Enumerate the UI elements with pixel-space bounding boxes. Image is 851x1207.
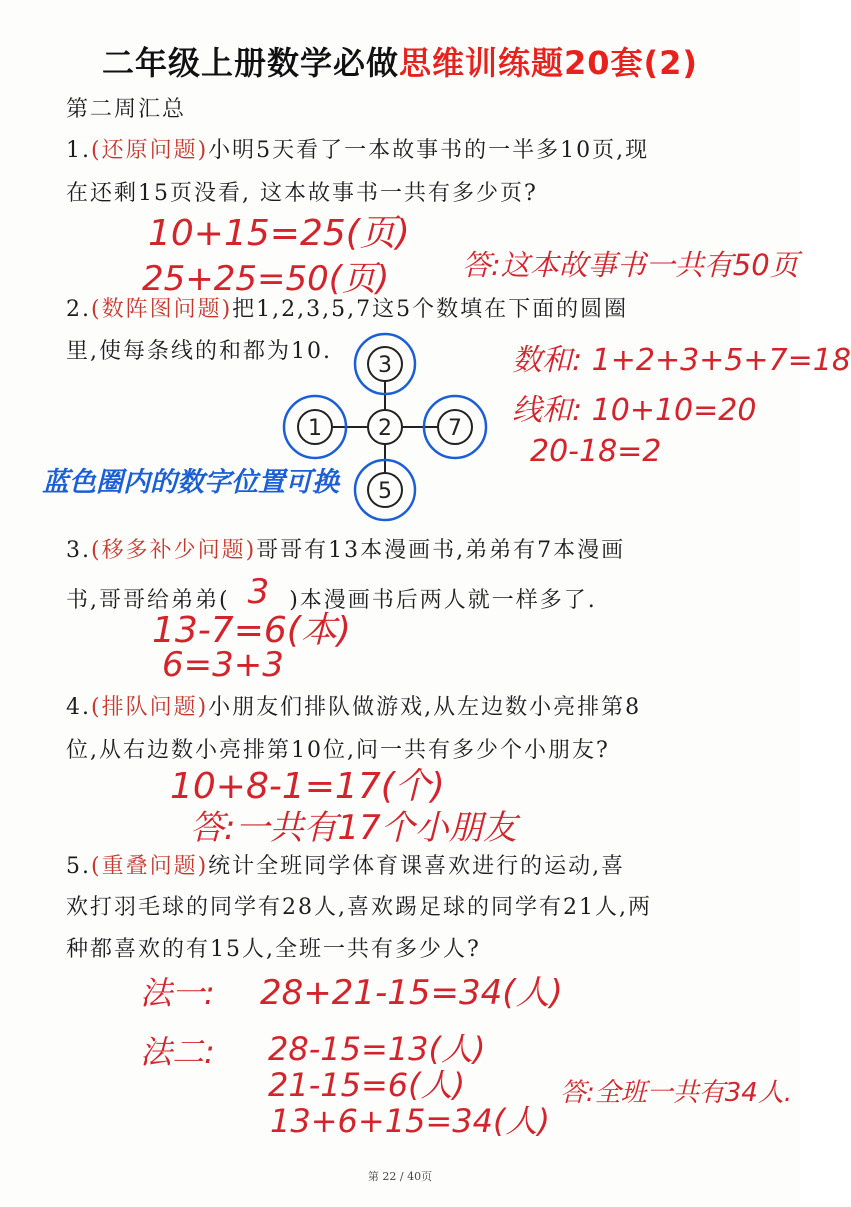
title-black: 二年级上册数学必做 (101, 44, 399, 82)
q1-tag: (还原问题) (91, 138, 209, 163)
q4-number: 4. (66, 695, 91, 720)
section-heading: 第二周汇总 (66, 97, 187, 122)
q3-number: 3. (66, 538, 91, 563)
q1-work-1: 10+15=25(页) (148, 213, 410, 254)
q3-text-2a: 书,哥哥给弟弟( (66, 588, 230, 613)
page-number: 第 22 / 40页 (367, 1170, 433, 1183)
q4-work-1: 10+8-1=17(个) (170, 766, 445, 807)
q4-answer: 答:一共有17个小朋友 (190, 808, 517, 848)
q2-work-1: 数和: 1+2+3+5+7=18 (512, 343, 851, 378)
q5-method-2-step-2: 21-15=6(人) (268, 1066, 466, 1104)
q5-answer: 答:全班一共有34人. (560, 1078, 793, 1108)
q5-number: 5. (66, 854, 91, 879)
q1-number: 1. (66, 138, 91, 163)
q1-work-2: 25+25=50(页) (142, 259, 390, 299)
q3-text-2b: )本漫画书后两人就一样多了. (289, 588, 597, 613)
question-2-line-1 (66, 292, 628, 323)
q3-work-1: 13-7=6(本) (152, 610, 351, 651)
q1-answer: 答:这本故事书一共有50页 (462, 248, 799, 282)
q2-text-1: 把1,2,3,5,7这5个数填在下面的圆圈 (232, 297, 629, 322)
page-title (0, 38, 800, 84)
q5-tag: (重叠问题) (91, 854, 209, 879)
title-red: 思维训练题20套(2) (398, 44, 699, 82)
q2-note: 蓝色圈内的数字位置可换 (42, 467, 339, 498)
q2-work-3: 20-18=2 (530, 434, 662, 469)
q4-tag: (排队问题) (91, 695, 209, 720)
q3-work-2: 6=3+3 (162, 645, 284, 685)
q5-method-1: 28+21-15=34(人) (260, 973, 563, 1013)
question-4-line-1 (66, 690, 641, 721)
q2-text-2: 里,使每条线的和都为10. (66, 339, 332, 364)
q2-work-2: 线和: 10+10=20 (512, 393, 757, 428)
q5-method-2-step-3: 13+6+15=34(人) (270, 1102, 550, 1140)
q5-text-3: 种都喜欢的有15人,全班一共有多少人? (66, 937, 481, 962)
question-1-line-1 (66, 133, 649, 164)
q5-text-1: 统计全班同学体育课喜欢进行的运动,喜 (208, 854, 626, 879)
q3-tag: (移多补少问题) (91, 538, 257, 563)
q2-number: 2. (66, 297, 91, 322)
q2-tag: (数阵图问题) (91, 297, 233, 322)
question-5-line-1 (66, 849, 625, 880)
value-bottom: 5 (378, 479, 392, 504)
q5-text-2: 欢打羽毛球的同学有28人,喜欢踢足球的同学有21人,两 (66, 895, 652, 920)
q5-method-2-step-1: 28-15=13(人) (268, 1030, 486, 1068)
value-right: 7 (448, 416, 462, 441)
q3-text-1: 哥哥有13本漫画书,弟弟有7本漫画 (256, 538, 626, 563)
q1-text-1: 小明5天看了一本故事书的一半多10页,现 (208, 138, 650, 163)
q4-text-1: 小朋友们排队做游戏,从左边数小亮排第8 (208, 695, 642, 720)
q5-method-1-label: 法一: (140, 974, 215, 1012)
value-left: 1 (308, 416, 322, 441)
value-center: 2 (378, 416, 392, 441)
q4-text-2: 位,从右边数小亮排第10位,问一共有多少个小朋友? (66, 738, 610, 763)
q5-method-2-label: 法二: (140, 1033, 215, 1071)
q3-blank-answer: 3 (247, 572, 272, 612)
question-3-line-1 (66, 533, 625, 564)
q1-text-2: 在还剩15页没看, 这本故事书一共有多少页? (66, 181, 538, 206)
value-top: 3 (378, 353, 392, 378)
